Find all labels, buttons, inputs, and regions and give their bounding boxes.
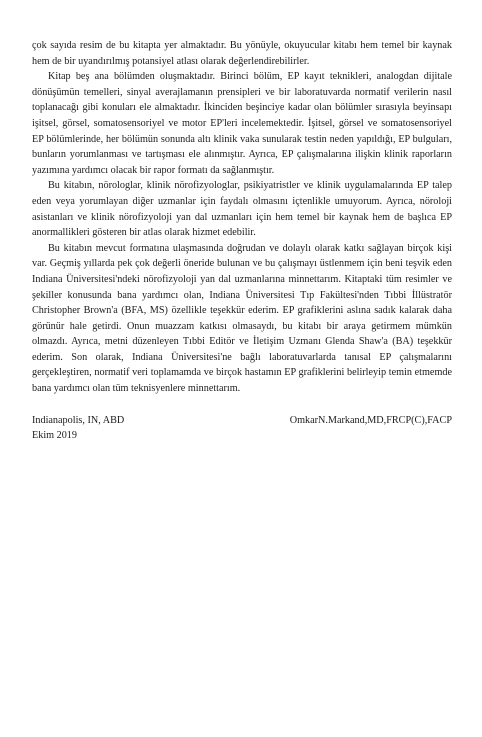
paragraph-4: Bu kitabın mevcut formatına ulaşmasında doğrudan ve dolaylı olarak katkı sağlayan birçok kişi var. Geçmiş yıllarda pek çok değerli öneride bulunan ve bu çalışmayı üstlenmem için beni teşvik eden Indiana Üniversitesi'ndeki nörofizyoloji yan dal uzmanlarına minnettarım. Kitaptaki tüm resimler ve şekiller konusunda bana yardımcı olan, Indiana Üniversitesi Tıp Fakültesi'nden Tıbbi İllüstratör Christopher Brown'a (BFA, MS) özellikle teşekkür ederim. EP grafiklerini aslına sadık kalarak daha görünür hale getirdi. Onun muazzam katkısı olmasaydı, bu kitabı bir araya getirmem mümkün olmazdı. Ayrıca, metni düzenleyen Tıbbi Editör ve İletişim Uzmanı Glenda Shaw'a (BA) teşekkür ederim. Son olarak, Indiana Üniversitesi'ne bağlı laboratuvarlarda tanısal EP çalışmalarını gerçekleştiren, normatif veri toplamamda ve birçok hastamın EP grafiklerini belirleyip temin etmemde bana yardımcı olan tüm teknisyenlere minnettarım. bbox=[32, 242, 452, 395]
paragraph-1: çok sayıda resim de bu kitapta yer almaktadır. Bu yönüyle, okuyucular kitabı hem temel bir kaynak hem de bir uyandırılmış potansiyel atlası olarak değerlendirebilirler. bbox=[32, 40, 452, 67]
paragraph-3: Bu kitabın, nörologlar, klinik nörofizyologlar, psikiyatristler ve klinik uygulamalarında EP talep eden veya yorumlayan diğer uzmanlar için faydalı olmasını içtenlikle umuyorum. Ayrıca, nöroloji asistanları ve klinik nörofizyoloji yan dal uzmanları için hem temel bir kaynak hem de başlıca EP anormallikleri gösteren bir atlas olarak hizmet edebilir. bbox=[32, 180, 452, 239]
paragraph-2: Kitap beş ana bölümden oluşmaktadır. Birinci bölüm, EP kayıt teknikleri, analogdan dijitale dönüşümün temelleri, sinyal averajlamanın prensipleri ve bir laboratuvarda normatif verilerin nasıl toplanacağı gibi konuları ele almaktadır. İkinciden beşinciye kadar olan bölümler sırasıyla beyinsapı işitsel, görsel, somatosensoriyel ve motor EP'leri incelemektedir. İşitsel, görsel ve somatosensoriyel EP bölümlerinde, her bölümün sonunda altı klinik vaka sunularak testin neden yapıldığı, EP bulguları, bunların yorumlanması ve tartışması ele alınmıştır. Ayrıca, EP çalışmalarına ilişkin klinik raporların yazımına yardımcı olacak bir rapor formatı da sağlanmıştır. bbox=[32, 71, 452, 176]
signature-author: OmkarN.Markand,MD,FRCP(C),FACP bbox=[289, 414, 452, 426]
signature-place-date bbox=[32, 413, 124, 444]
signature-date: Ekim 2019 bbox=[32, 430, 77, 442]
signature-place: Indianapolis, IN, ABD bbox=[32, 414, 125, 426]
signature-block bbox=[32, 413, 452, 444]
document-page bbox=[32, 38, 452, 444]
